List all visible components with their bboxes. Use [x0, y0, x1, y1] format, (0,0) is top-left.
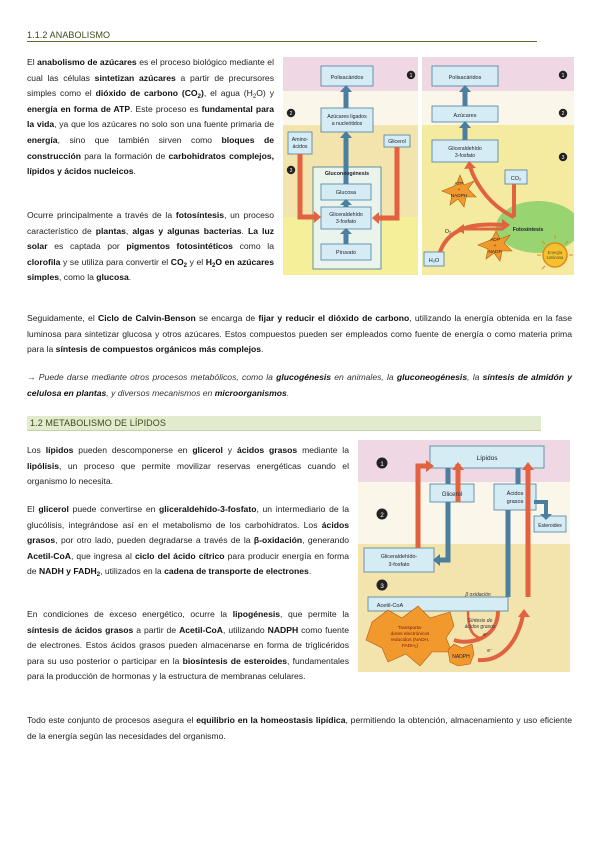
text-segment: , un proceso que permite movilizar reservas energéticas cuando el organismo lo necesita. [27, 460, 349, 487]
text-segment: H [205, 256, 212, 267]
fig1-piruvato: Piruvato [335, 250, 357, 256]
text-segment: glucosa [96, 272, 129, 283]
fig1-azucares-2: a nucleótidos [331, 121, 363, 127]
text-segment: clorofila [27, 256, 61, 267]
text-segment: 2 [197, 94, 201, 101]
text-segment: sintetizan azúcares [94, 72, 176, 83]
text-segment: pigmentos fotosintéticos [126, 241, 233, 252]
text-segment: glicerol [38, 504, 69, 514]
text-segment: . [261, 344, 264, 355]
text-segment: β-oxidación [253, 535, 303, 546]
text-segment: síntesis de almidón y celulosa en plantas [27, 372, 572, 398]
text-segment: pueden descomponerse en [73, 445, 193, 455]
fig3-acidos-1: Ácidos [506, 491, 524, 497]
fig3-nadph: NADPH [452, 654, 470, 660]
heading-metabolismo-lipidos: 1.2 METABOLISMO DE LÍPIDOS [27, 416, 541, 431]
fig3-transp-2: dores electrónicos [390, 632, 430, 637]
fig3-transp-1: Transporta- [397, 626, 423, 631]
text-segment: es el proceso biológico mediante el cual las células [27, 57, 274, 83]
text-segment: . [308, 566, 312, 577]
fig2-num-1: 1 [561, 73, 565, 79]
text-segment: O) y [256, 88, 275, 99]
para-fotosintesis [27, 208, 274, 286]
text-segment: ciclo del ácido cítrico [134, 550, 225, 561]
note-otros-procesos [27, 370, 572, 401]
text-segment: y se utiliza para convertir el [60, 256, 171, 267]
fig2-o2: O₂ [444, 229, 452, 235]
text-segment: . [128, 272, 132, 283]
text-segment: . [133, 166, 136, 177]
fig3-num-2: 2 [380, 512, 384, 519]
fig1-gluconeogenesis-label: Gluconeogénesis [324, 171, 370, 177]
text-segment: O en azúcares simples [27, 256, 274, 283]
fig2-gliceral-1: Gliceraldehído [448, 146, 482, 152]
fig2-nadp: NADP [488, 250, 502, 255]
text-segment: , utilizando [223, 624, 268, 635]
text-segment: La luz solar [27, 225, 274, 252]
text-segment: energía [27, 134, 58, 145]
fig1-amino-1: Amino- [291, 137, 309, 143]
text-segment: microorganismos [214, 387, 287, 398]
fig2-atp-plus: + [457, 188, 461, 193]
fig1-gliceral-1: Gliceraldehído [329, 212, 363, 218]
fig1-glucosa: Glucosa [335, 190, 357, 196]
text-segment: , generando [302, 535, 349, 546]
text-segment: en animales, la [331, 372, 397, 382]
fig3-esteroides: Esteroides [538, 523, 562, 529]
text-segment: 2 [252, 94, 257, 101]
fig2-adp: ADP [490, 238, 500, 243]
text-segment: → Puede darse mediante otros procesos metabólicos, como la [27, 372, 277, 382]
fig2-h2o: H₂O [428, 258, 440, 264]
fig2-atp: ATP [454, 182, 464, 187]
text-segment: fijar y reducir el dióxido de carbono [258, 313, 410, 323]
fig3-beta-oxidacion: β oxidación [465, 592, 491, 598]
text-segment: Los [27, 445, 46, 455]
text-segment: como la [232, 241, 274, 252]
text-segment: NADPH [267, 624, 299, 635]
text-segment: plantas [95, 225, 126, 236]
text-segment: ) [200, 88, 204, 99]
fig3-lipidos: Lípidos [476, 455, 498, 462]
text-segment: lipólisis [27, 460, 59, 471]
text-segment: 2 [96, 572, 101, 579]
fig2-azucares: Azúcares [453, 113, 477, 119]
text-segment: fundamental para la vida [27, 103, 274, 130]
text-segment: , la [467, 372, 483, 382]
text-segment: , y diversos mecanismos en [106, 387, 215, 398]
fig3-num-3: 3 [380, 583, 384, 590]
fig1-num-2: 2 [289, 111, 293, 117]
text-segment: , que permite la [280, 609, 350, 619]
text-segment: gluconeogénesis [396, 372, 468, 382]
text-segment: , un intermediario de la glucólisis, integrándose así en el metabolismo de los carbohidratos. Los [27, 504, 349, 530]
fig3-e2: e⁻ [487, 648, 493, 654]
text-segment: fotosíntesis [175, 210, 225, 220]
figure-metabolismo-lipidos [358, 440, 570, 672]
text-segment: lípidos [45, 445, 74, 455]
para-lipolisis [27, 443, 349, 490]
text-segment: cadena de transporte de electrones [164, 566, 309, 577]
text-segment: ácidos grasos [236, 445, 298, 455]
fig1-num-3: 3 [289, 168, 293, 174]
heading-anabolismo: 1.1.2 ANABOLISMO [27, 30, 537, 42]
text-segment: biosíntesis de esteroides [182, 655, 288, 666]
text-segment: El [27, 504, 39, 514]
text-segment: , utilizados en la [100, 566, 165, 577]
para-homeostasis [27, 713, 572, 744]
text-segment: . [241, 225, 248, 236]
text-segment: , como la [59, 272, 97, 283]
fig3-gliceral-2: 3-fosfato [388, 562, 410, 568]
fig1-azucares-1: Azúcares ligados [327, 114, 367, 120]
fig2-nadph: NADPH [450, 194, 468, 199]
text-segment: , permitiendo la obtención, almacenamiento y uso eficiente de la energía según las necesidades del organismo. [27, 715, 572, 741]
fig3-acetil: Acetil-CoA [376, 603, 404, 609]
text-segment: y [222, 445, 237, 455]
para-glicerol [27, 502, 349, 580]
text-segment: Seguidamente, el [27, 313, 98, 323]
text-segment: , sino que también sirven como [57, 134, 222, 145]
fig1-amino-2: ácidos [292, 144, 308, 150]
text-segment: y el [186, 256, 206, 267]
text-segment: , utilizando la energía obtenida en la fase luminosa para sintetizar glucosa y otros azúcares. Estos compuestos pueden ser empleados como fuente de energía o como materia prima para la [27, 313, 572, 355]
text-segment: como fuente de electrones. Estos ácidos grasos pueden almacenarse en forma de triglicéridos para su uso posterior o participar en la [27, 624, 349, 666]
fig2-num-2: 2 [561, 111, 565, 117]
text-segment: 2 [211, 262, 216, 269]
para-calvin [27, 311, 572, 358]
text-segment: energía en forma de ATP [27, 103, 131, 114]
text-segment: anabolismo de azúcares [37, 57, 137, 67]
text-segment: , un proceso característico de [27, 210, 274, 236]
text-segment: puede convertirse en [68, 504, 160, 514]
fig3-gliceral-1: Gliceraldehído- [380, 554, 418, 560]
fig1-polisacaridos: Polisacáridos [330, 75, 364, 81]
text-segment: se encarga de [195, 313, 259, 323]
text-segment: para la formación de [80, 150, 169, 161]
text-segment: Acetil-CoA [27, 550, 71, 561]
text-segment: síntesis de ácidos grasos [27, 624, 134, 635]
fig2-gliceral-2: 3-fosfato [454, 153, 476, 159]
text-segment: mediante la [297, 445, 350, 455]
text-segment: glicerol [192, 445, 223, 455]
text-segment: Ocurre principalmente a través de la [27, 210, 176, 220]
text-segment: 2 [183, 262, 187, 269]
text-segment: lipogénesis [232, 609, 281, 619]
text-segment: algas y algunas bacterias [132, 225, 242, 236]
text-segment: , ya que los azúcares no solo son una fuente primaria de [54, 119, 274, 130]
text-segment: Acetil-CoA [179, 624, 223, 635]
text-segment: El [27, 57, 38, 67]
text-segment: , que ingresa al [70, 550, 135, 561]
fig3-transp-4: FADH₂) [401, 644, 419, 649]
fig3-acidos-2: grasos [506, 499, 524, 505]
fig3-sintesis-2: ácidos grasos [464, 624, 496, 630]
text-segment: Todo este conjunto de procesos asegura el [27, 715, 197, 725]
text-segment: a partir de precursores simples como el [27, 72, 275, 99]
text-segment: , [125, 225, 133, 236]
fig1-gliceral-2: 3-fosfato [335, 219, 357, 225]
text-segment: carbohidratos complejos, lípidos y ácidos nucleicos [27, 150, 274, 177]
text-segment: bloques de construcción [27, 134, 274, 161]
fig2-polisacaridos: Polisacáridos [448, 75, 482, 81]
text-segment: , el agua (H [203, 88, 253, 99]
fig3-e1: e⁻ [483, 632, 489, 638]
fig2-fotosintesis-label: Fotosíntesis [512, 227, 544, 233]
text-segment: CO [170, 256, 184, 267]
text-segment: ácidos grasos [27, 519, 349, 546]
para-lipogenesis [27, 607, 349, 685]
fig2-co2: CO₂ [510, 176, 522, 182]
text-segment: gliceraldehído-3-fosfato [159, 504, 257, 514]
text-segment: equilibrio en la homeostasis lipídica [196, 715, 346, 725]
text-segment: síntesis de compuestos orgánicos más complejos [55, 344, 262, 355]
text-segment: para producir energía en forma de [27, 550, 349, 577]
figure-gluconeogenesis [283, 57, 418, 275]
fig1-num-1: 1 [409, 73, 413, 79]
fig3-sintesis-1: Síntesis de [467, 618, 493, 624]
text-segment: , por otro lado, pueden degradarse a través de la [55, 535, 254, 546]
text-segment: En condiciones de exceso energético, ocurre la [27, 609, 233, 619]
text-segment: , fundamentales para la producción de hormonas y la estructura de membranas celulares. [27, 655, 349, 682]
text-segment: NADH y FADH [38, 566, 97, 577]
fig3-transp-3: reducidos (NADH, [390, 638, 430, 643]
figure-fotosintesis [422, 57, 574, 275]
fig2-num-3: 3 [561, 155, 565, 161]
text-segment: glucogénesis [276, 372, 332, 382]
fig3-num-1: 1 [380, 461, 384, 468]
fig1-glicerol: Glicerol [388, 139, 406, 145]
text-segment: a partir de [133, 624, 180, 635]
fig2-sol-2: luminosa [546, 255, 564, 260]
text-segment: Ciclo de Calvin-Benson [98, 313, 196, 323]
text-segment: . [286, 387, 290, 398]
para-anabolismo-intro [27, 55, 274, 180]
text-segment: . Este proceso es [130, 103, 202, 114]
fig2-sol-1: Energía [547, 250, 563, 255]
text-segment: dióxido de carbono (CO [95, 88, 198, 99]
text-segment: es captada por [47, 241, 127, 252]
fig3-glicerol: Glicerol [441, 492, 463, 498]
fig2-adp-plus: + [493, 244, 497, 249]
